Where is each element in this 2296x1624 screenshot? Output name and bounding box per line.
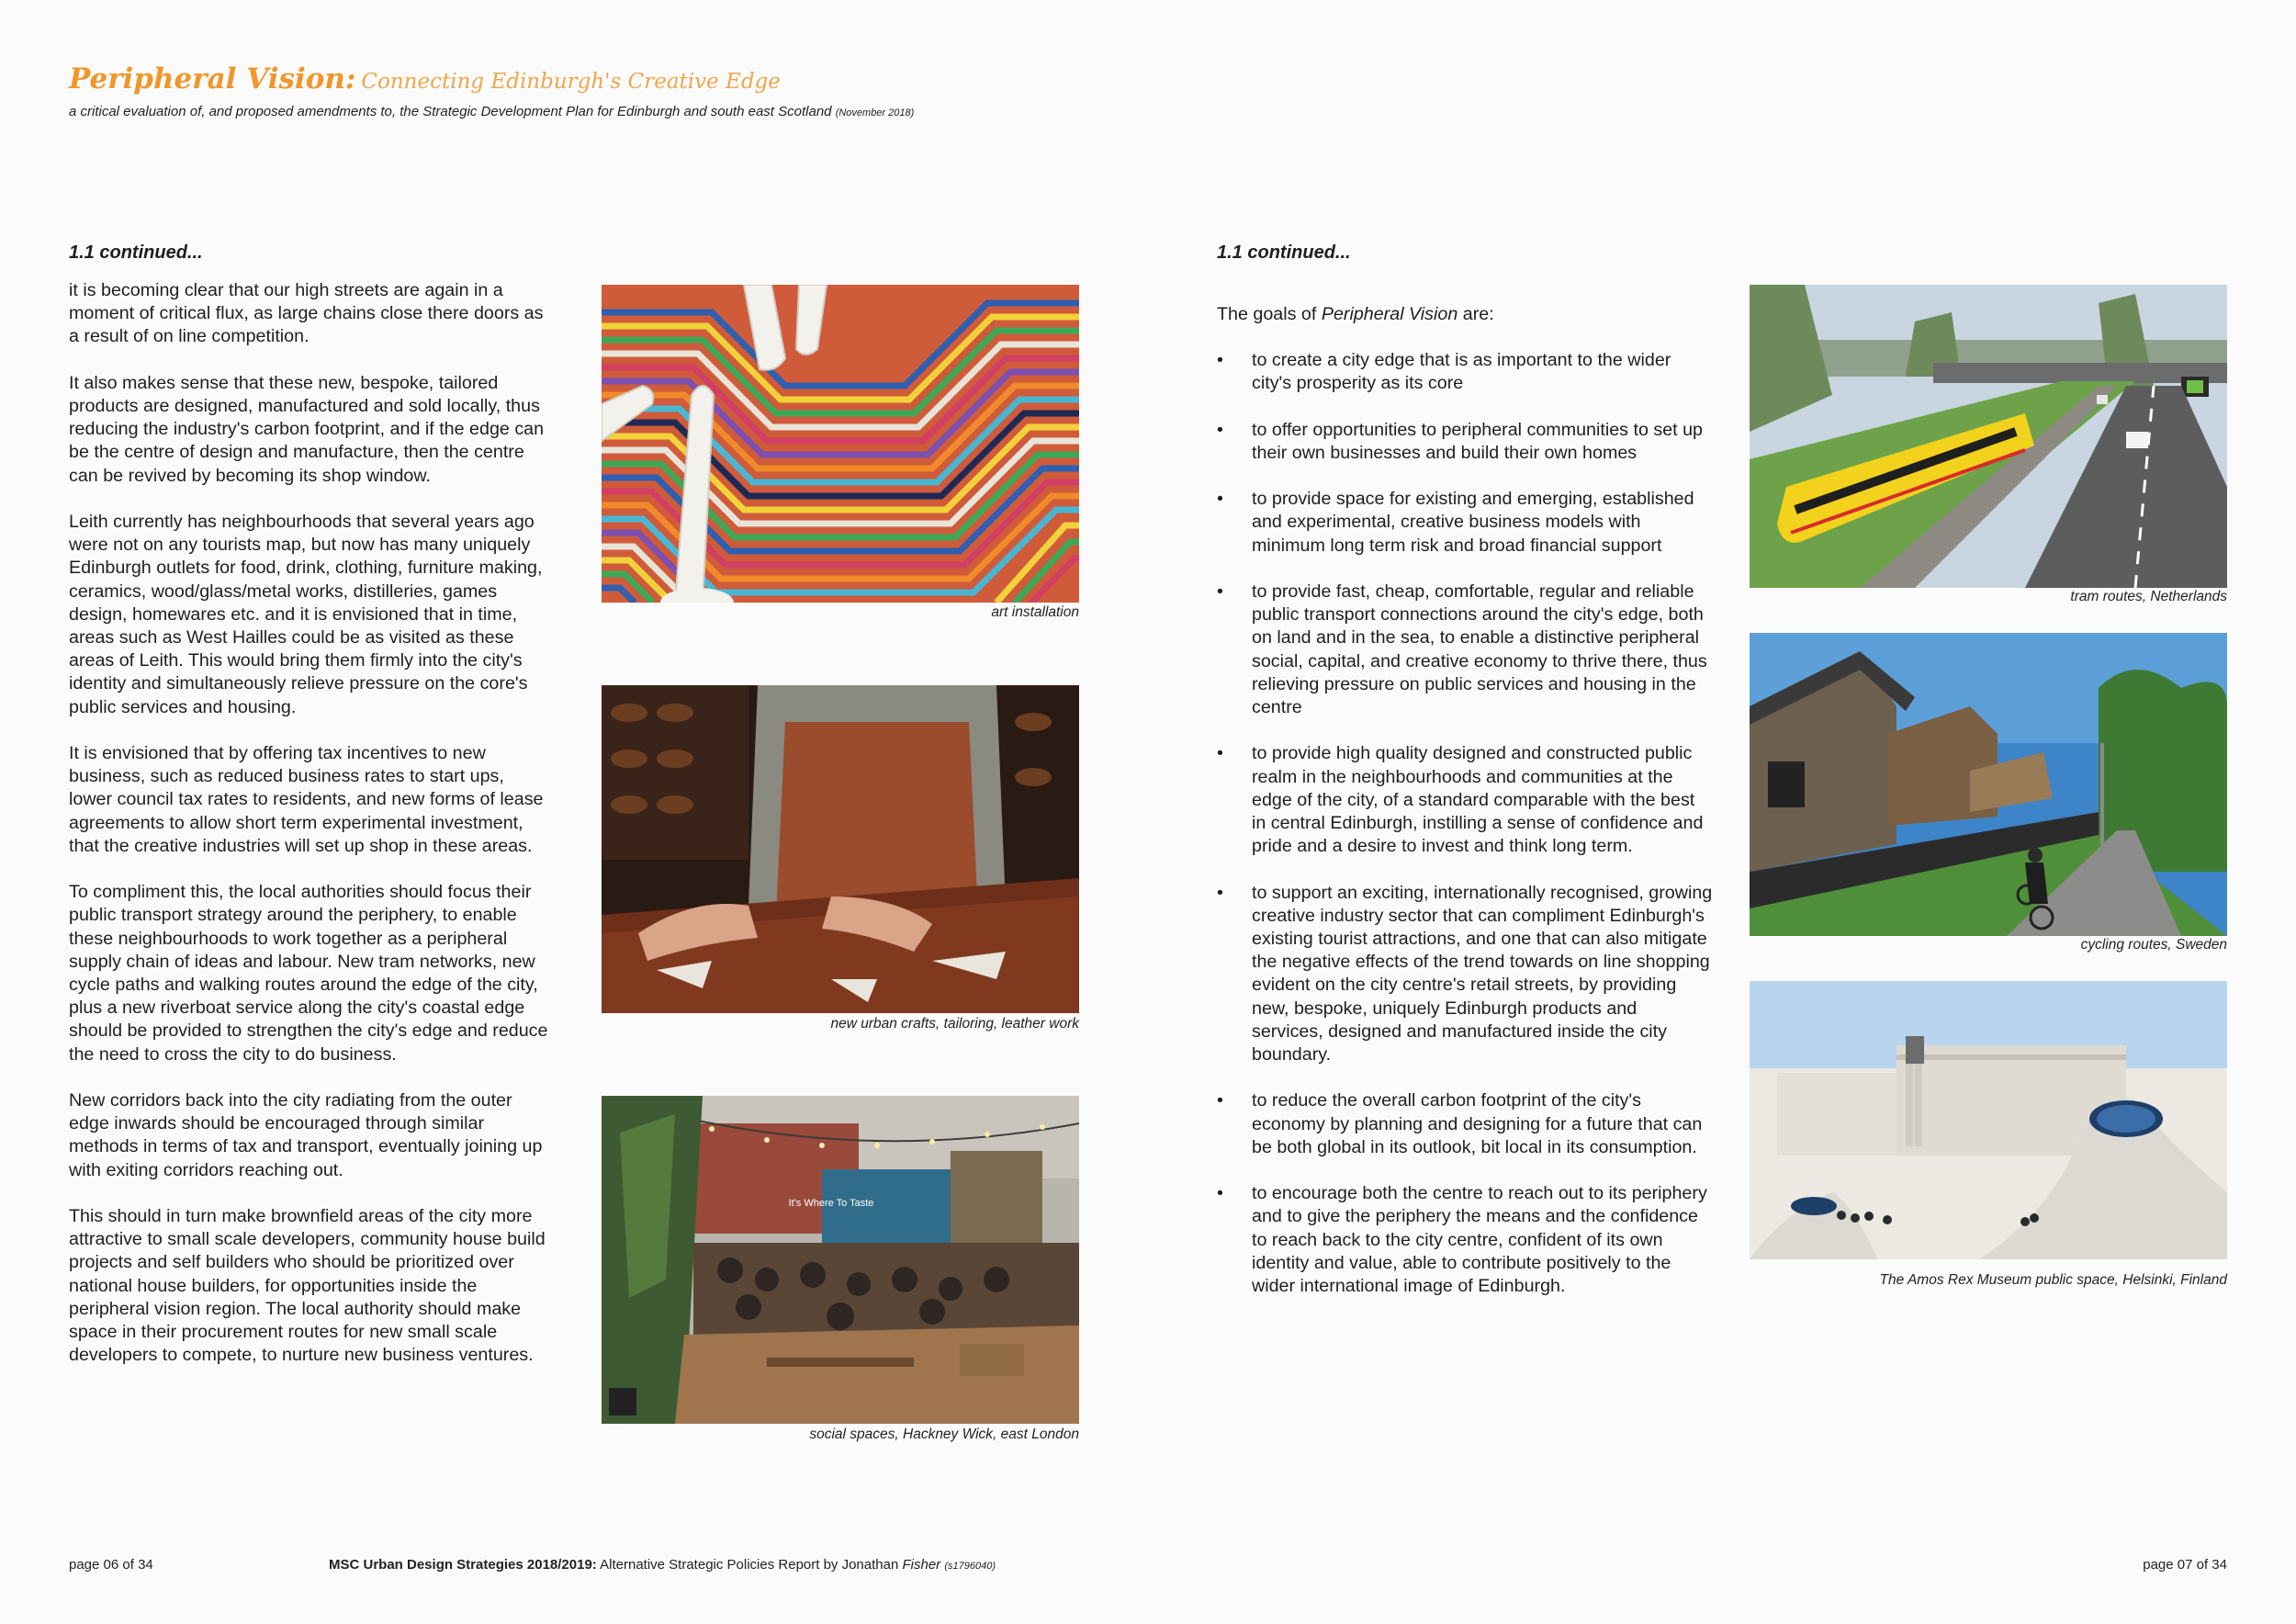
photo-caption: new urban crafts, tailoring, leather work bbox=[830, 1016, 1079, 1032]
leather-work-photo bbox=[602, 685, 1079, 1013]
goal-text: to support an exciting, internationally recognised, growing creative industry sector that can compliment Edinburgh's existing tourist attractions, and one that can also mitigate the negative effects of the trend towards on line shopping evident on the city centre's retail streets, by providing new, bespoke, uniquely Edinburgh products and services, designed and manufactured inside the city boundary. bbox=[1252, 882, 1713, 1066]
page-number-left: page 06 of 34 bbox=[69, 1557, 153, 1573]
photo-sign-text: It's Where To Taste bbox=[788, 1198, 874, 1209]
paragraph: This should in turn make brownfield areas of the city more attractive to small scale developers, community house build projects and self builders who should be prioritized over national house builders, for opportunities inside the peripheral vision region. The local authority should make space in their procurement routes for new small scale developers to compete, to nurture new business ventures. bbox=[69, 1206, 546, 1366]
photo-caption: cycling routes, Sweden bbox=[2080, 937, 2227, 953]
footer-report: Alternative Strategic Policies Report by Jonathan bbox=[600, 1557, 899, 1573]
goal-text: to provide space for existing and emerging, established and experimental, creative business models with minimum long term risk and broad financial support bbox=[1252, 489, 1694, 556]
hackney-wick-photo bbox=[602, 1096, 1079, 1424]
bullet: • bbox=[1217, 1090, 1223, 1111]
bullet: • bbox=[1217, 581, 1223, 602]
left-section-heading: 1.1 continued... bbox=[69, 242, 203, 263]
goal-text: to offer opportunities to peripheral communities to set up their own businesses and build their own homes bbox=[1252, 419, 1704, 463]
document-subtitle bbox=[69, 104, 914, 119]
goal-item bbox=[1217, 1182, 1713, 1298]
right-section-heading: 1.1 continued... bbox=[1217, 242, 1351, 263]
goal-item bbox=[1217, 419, 1713, 465]
bullet: • bbox=[1217, 419, 1223, 440]
goal-item bbox=[1217, 581, 1713, 719]
paragraph: Leith currently has neighbourhoods that several years ago were not on any tourists map, but now has many uniquely Edinburgh outlets for food, drink, clothing, furniture making, ceramics, wood/glass/metal works, distilleries, games design, homewares etc. and it is envisioned that in time, areas such as West Hailles could be as visited as these areas of Leith. This would bring them firmly into the city's identity and simultaneously relieve pressure on the core's public services and housing. bbox=[69, 512, 543, 717]
footer-student-id: (s1796040) bbox=[944, 1561, 996, 1572]
goals-intro-text: The goals of bbox=[1217, 304, 1322, 324]
paragraph: To compliment this, the local authorities should focus their public transport strategy around the periphery, to enable these neighbourhoods to work together as a peripheral supply chain of ideas and labour. New tram networks, new cycle paths and walking routes around the edge of the city, plus a new riverboat service along the city's coastal edge should be provided to strengthen the city's edge and reduce the need to cross the city to do business. bbox=[69, 882, 548, 1065]
tram-photo bbox=[1750, 285, 2227, 588]
document-title bbox=[69, 62, 781, 96]
goal-text: to provide high quality designed and constructed public realm in the neighbourhoods and communities at the edge of the city, of a standard comparable with the best in central Edinburgh, instilling a sense of confidence and pride and a desire to invest and think long term. bbox=[1252, 743, 1704, 857]
paragraph: It is envisioned that by offering tax incentives to new business, such as reduced business rates to start ups, lower council tax rates to residents, and new forms of lease agreements to allow short term experimental investment, that the creative industries will set up shop in these areas. bbox=[69, 743, 544, 856]
left-body-text bbox=[69, 279, 551, 1367]
goal-item bbox=[1217, 488, 1713, 558]
subtitle-date: (November 2018) bbox=[835, 107, 915, 118]
photo-caption: art installation bbox=[991, 604, 1079, 620]
page-number-right: page 07 of 34 bbox=[2143, 1557, 2227, 1573]
art-installation-photo bbox=[602, 285, 1079, 603]
goals-list bbox=[1217, 349, 1713, 1321]
bullet: • bbox=[1217, 489, 1223, 510]
goals-intro-emphasis: Peripheral Vision bbox=[1321, 304, 1458, 324]
photo-caption: The Amos Rex Museum public space, Helsinki, Finland bbox=[1879, 1272, 2227, 1288]
bullet: • bbox=[1217, 882, 1223, 903]
footer-author-surname: Fisher bbox=[902, 1557, 941, 1573]
title-main: Peripheral Vision: bbox=[69, 62, 356, 96]
bullet: • bbox=[1217, 743, 1223, 764]
goal-item bbox=[1217, 1089, 1713, 1159]
goal-text: to reduce the overall carbon footprint of the city's economy by planning and designing for a future that can be both global in its outlook, bit local in its consumption. bbox=[1252, 1090, 1703, 1157]
photo-caption: tram routes, Netherlands bbox=[2070, 589, 2227, 604]
goal-item bbox=[1217, 742, 1713, 858]
goals-intro bbox=[1217, 303, 1731, 326]
goal-item bbox=[1217, 349, 1713, 395]
paragraph: it is becoming clear that our high streets are again in a moment of critical flux, as large chains close there doors as a result of on line competition. bbox=[69, 280, 544, 347]
title-subtitle: Connecting Edinburgh's Creative Edge bbox=[361, 70, 781, 94]
goal-text: to create a city edge that is as important to the wider city's prosperity as its core bbox=[1252, 350, 1671, 394]
subtitle-text: a critical evaluation of, and proposed amendments to, the Strategic Development Plan for Edinburgh and south east Scotland bbox=[69, 104, 832, 119]
paragraph: It also makes sense that these new, bespoke, tailored products are designed, manufactured and sold locally, thus reducing the industry's carbon footprint, and if the edge can be the centre of design and manufacture, then the centre can be revived by becoming its shop window. bbox=[69, 372, 545, 486]
photo-caption: social spaces, Hackney Wick, east London bbox=[809, 1427, 1079, 1442]
bullet: • bbox=[1217, 1183, 1223, 1204]
goal-text: to encourage both the centre to reach out to its periphery and to give the periphery the means and the confidence to reach back to the city centre, confident of its own identity and value, able to contribute positively to the wider international image of Edinburgh. bbox=[1252, 1183, 1707, 1297]
goal-text: to provide fast, cheap, comfortable, regular and reliable public transport connections around the city's edge, both on land and in the sea, to enable a distinctive peripheral social, capital, and creative economy to thrive there, thus relieving pressure on public services and housing in the centre bbox=[1252, 581, 1707, 717]
goal-item bbox=[1217, 882, 1713, 1067]
goals-intro-end: are: bbox=[1458, 304, 1494, 324]
cycling-photo bbox=[1750, 633, 2227, 936]
bullet: • bbox=[1217, 350, 1223, 370]
paragraph: New corridors back into the city radiating from the outer edge inwards should be encouraged through similar methods in terms of tax and transport, eventually joining up with exiting corridors reaching out. bbox=[69, 1090, 543, 1180]
footer-course: MSC Urban Design Strategies 2018/2019: bbox=[329, 1557, 597, 1573]
footer-credit bbox=[329, 1557, 996, 1573]
amos-rex-photo bbox=[1750, 981, 2227, 1259]
